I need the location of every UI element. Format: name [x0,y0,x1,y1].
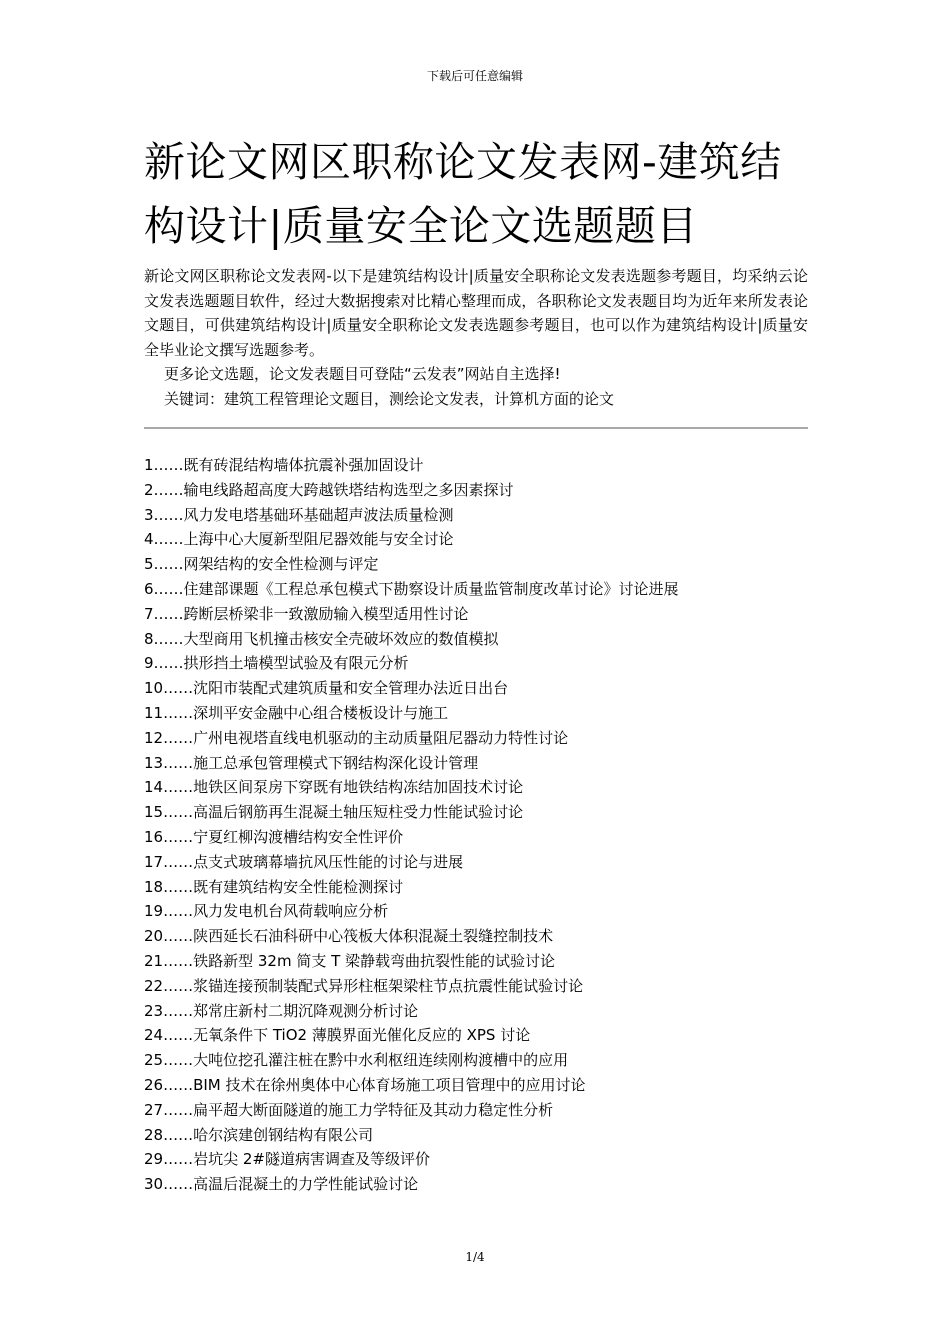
topic-item: 13……施工总承包管理模式下钢结构深化设计管理 [144,753,479,772]
topic-item: 15……高温后钢筋再生混凝土轴压短柱受力性能试验讨论 [144,803,524,822]
topic-item: 5……网架结构的安全性检测与评定 [144,555,379,574]
topic-item: 22……浆锚连接预制装配式异形柱框架梁柱节点抗震性能试验讨论 [144,976,584,995]
topic-item: 14……地铁区间泵房下穿既有地铁结构冻结加固技术讨论 [144,778,524,797]
topic-item: 7……跨断层桥梁非一致激励输入模型适用性讨论 [144,604,469,623]
topic-item: 9……拱形挡土墙模型试验及有限元分析 [144,654,409,673]
topic-item: 27……扁平超大断面隧道的施工力学特征及其动力稳定性分析 [144,1100,554,1119]
document-body [144,130,808,1197]
topic-item: 1……既有砖混结构墙体抗震补强加固设计 [144,456,424,474]
topic-item: 25……大吨位挖孔灌注桩在黔中水利枢纽连续刚构渡槽中的应用 [144,1051,569,1070]
topic-list [144,453,808,1197]
topic-item: 23……郑常庄新村二期沉降观测分析讨论 [144,1001,419,1020]
topic-item: 3……风力发电塔基础环基础超声波法质量检测 [144,505,454,524]
topic-item: 21……铁路新型 32m 简支 T 梁静载弯曲抗裂性能的试验讨论 [144,951,556,970]
topic-item: 4……上海中心大厦新型阻尼器效能与安全讨论 [144,530,454,549]
topic-item: 19……风力发电机台风荷载响应分析 [144,902,389,921]
page-header-note: 下载后可任意编辑 [426,69,523,83]
topic-item: 24……无氧条件下 TiO2 薄膜界面光催化反应的 XPS 讨论 [144,1026,531,1045]
topic-item: 26……BIM 技术在徐州奥体中心体育场施工项目管理中的应用讨论 [144,1075,586,1094]
intro-paragraph: 新论文网区职称论文发表网-以下是建筑结构设计|质量安全职称论文发表选题参考题目，均采纳云论文发表选题题目软件，经过大数据搜索对比精心整理而成，各职称论文发表题目均为近年来所发表论文题目，可供建筑结构设计|质量安全职称论文发表选题参考题目，也可以作为建筑结构设计|质量安全毕业论文撰写选题参考。 [144,267,808,359]
topic-item: 18……既有建筑结构安全性能检测探讨 [144,877,404,896]
keywords-line: 关键词：建筑工程管理论文题目，测绘论文发表，计算机方面的论文 [164,389,615,408]
topic-item: 8……大型商用飞机撞击核安全壳破坏效应的数值模拟 [144,629,499,648]
topic-item: 2……输电线路超高度大跨越铁塔结构选型之多因素探讨 [144,480,514,499]
topic-item: 17……点支式玻璃幕墙抗风压性能的讨论与进展 [144,852,464,871]
document-title: 新论文网区职称论文发表网-建筑结构设计|质量安全论文选题题目 [144,138,782,250]
more-topics-note: 更多论文选题，论文发表题目可登陆“云发表”网站自主选择! [164,365,561,383]
topic-item: 20……陕西延长石油科研中心筏板大体积混凝土裂缝控制技术 [144,927,554,946]
section-divider [144,427,808,429]
topic-item: 29……岩坑尖 2#隧道病害调查及等级评价 [144,1150,430,1169]
topic-item: 28……哈尔滨建创钢结构有限公司 [144,1125,374,1144]
topic-item: 12……广州电视塔直线电机驱动的主动质量阻尼器动力特性讨论 [144,728,569,747]
topic-item: 10……沈阳市装配式建筑质量和安全管理办法近日出台 [144,679,509,698]
topic-item: 11……深圳平安金融中心组合楼板设计与施工 [144,703,449,722]
topic-item: 6……住建部课题《工程总承包模式下勘察设计质量监管制度改革讨论》讨论进展 [144,579,679,598]
topic-item: 30……高温后混凝土的力学性能试验讨论 [144,1175,419,1194]
topic-item: 16……宁夏红柳沟渡槽结构安全性评价 [144,827,404,846]
page-number: 1/4 [465,1250,485,1264]
